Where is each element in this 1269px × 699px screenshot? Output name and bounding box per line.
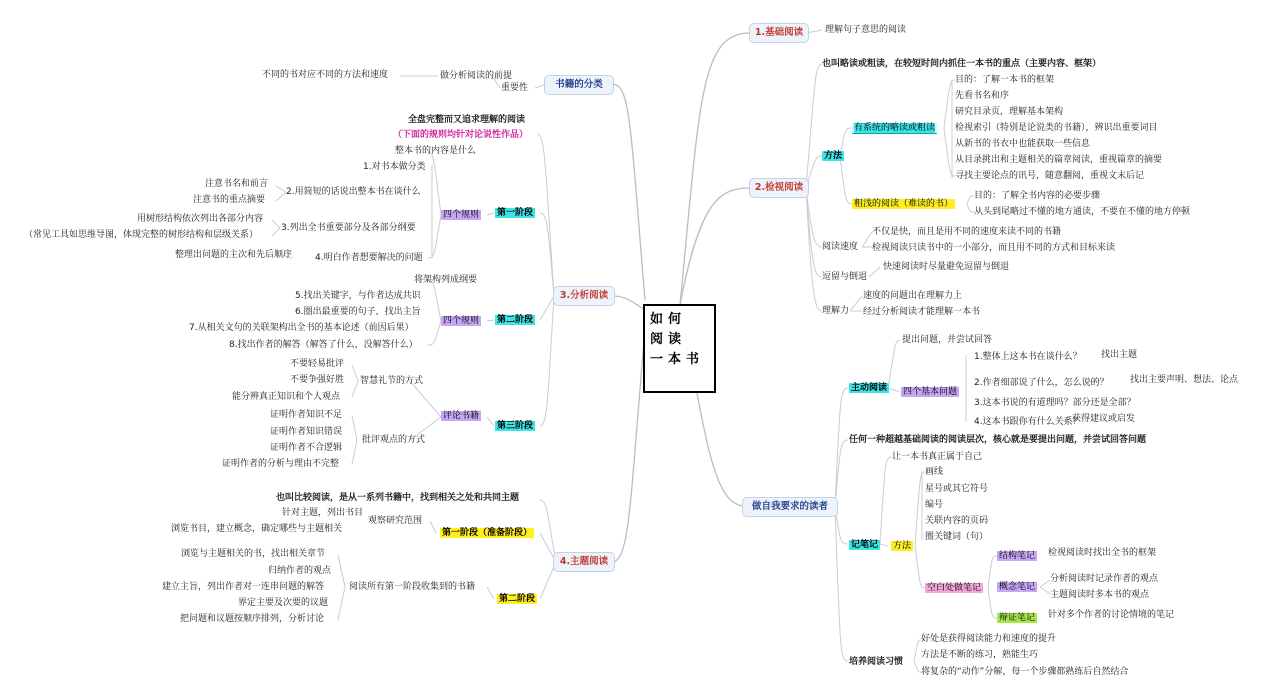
- sys-item-6: 从目录挑出和主题相关的篇章阅读，重视篇章的摘要: [955, 155, 1163, 165]
- demanding-notes[interactable]: 记笔记: [851, 540, 879, 550]
- branch-syntopical-reading[interactable]: 4.主题阅读: [553, 552, 615, 572]
- wisdom-item-1: 不要轻易批评: [290, 359, 345, 369]
- s2-step-3: 建立主旨，列出作者对一连串问题的解答: [162, 582, 325, 592]
- s2-item-8: 8.找出作者的解答（解答了什么，没解答什么）: [229, 340, 418, 350]
- branch-analytical-reading[interactable]: 3.分析阅读: [553, 286, 615, 306]
- notes-own: 让一本书真正属于自己: [892, 452, 983, 462]
- structure-notes-desc: 检视阅读时找出全书的框架: [1048, 548, 1157, 558]
- branch-book-classification[interactable]: 书籍的分类: [544, 75, 614, 95]
- s1-rule-4: 4.明白作者想要解决的问题: [315, 253, 423, 263]
- s2-step-1: 浏览与主题相关的书，找出相关章节: [181, 549, 326, 559]
- speed-item-1: 不仅是快，而且是用不同的速度来读不同的书籍: [872, 227, 1062, 237]
- method-item-3: 编号: [925, 500, 944, 510]
- sup-item-2: 从头到尾略过不懂的地方通读，不要在不懂的地方停顿: [974, 207, 1191, 217]
- wisdom-way: 智慧礼节的方式: [360, 376, 424, 386]
- central-line-1: 如何: [650, 312, 687, 327]
- demanding-habit: 培养阅读习惯: [849, 657, 904, 667]
- method-item-5: 圈关键词（句）: [925, 532, 989, 542]
- syntopic-stage-1[interactable]: 第一阶段（准备阶段）: [442, 528, 533, 538]
- s2-step-2: 归纳作者的观点: [268, 566, 332, 576]
- analytic-stage-2[interactable]: 第二阶段: [497, 315, 534, 325]
- question-3: 3.这本书说的有道理吗？部分还是全部？: [974, 398, 1136, 408]
- analytic-note: （下面的规则均针对论说性作品）: [393, 130, 529, 140]
- central-line-2: 阅读: [650, 332, 687, 347]
- critview-item-1: 证明作者知识不足: [270, 410, 343, 420]
- notes-blank-margin[interactable]: 空白处做笔记: [927, 583, 982, 593]
- analytic-stage-3[interactable]: 第三阶段: [497, 421, 534, 431]
- demanding-core: 任何一种超越基础阅读的阅读层次，核心就是要提出问题，并尝试回答问题: [849, 435, 1147, 445]
- analytic-intro: 全盘完整而又追求理解的阅读: [408, 115, 526, 125]
- s2-item-7: 7.从相关文句的关联架构出全书的基本论述（前因后果）: [189, 323, 414, 333]
- classify-reason: 做分析阅读的前提: [440, 71, 513, 81]
- question-2: 2.作者细部说了什么，怎么说的？: [974, 378, 1109, 388]
- inspect-method[interactable]: 方法: [824, 151, 843, 161]
- speed-item-2: 检视阅读只读书中的一小部分，而且用不同的方式和目标来读: [872, 243, 1116, 253]
- question-1: 1.整体上这本书在谈什么？: [974, 352, 1082, 362]
- s1-rule-1: 1.对书本做分类: [363, 162, 426, 172]
- habit-item-3: 将复杂的“动作”分解，每一个步骤都熟练后自然结合: [921, 667, 1129, 677]
- comp-item-1: 速度的问题出在理解力上: [863, 291, 963, 301]
- critview-item-4: 证明作者的分析与理由不完整: [222, 459, 340, 469]
- concept-notes-desc-1: 分析阅读时记录作者的观点: [1050, 574, 1159, 584]
- question-4: 4.这本书跟你有什么关系？: [974, 417, 1082, 427]
- critview-item-2: 证明作者知识错误: [270, 427, 343, 437]
- s1-rule-3a: 用树形结构依次列出各部分内容: [137, 214, 264, 224]
- sys-item-7: 寻找主要论点的讯号，随意翻阅，重视文末后记: [955, 171, 1145, 181]
- s2-item-5: 5.找出关键字，与作者达成共识: [295, 291, 421, 301]
- method-item-2: 星号或其它符号: [925, 484, 989, 494]
- active-four-questions[interactable]: 四个基本问题: [903, 387, 958, 397]
- method-item-1: 画线: [925, 467, 944, 477]
- branch-inspectional-reading[interactable]: 2.检视阅读: [749, 178, 809, 198]
- s1-rule-3: 3.列出全书重要部分及各部分纲要: [281, 223, 416, 233]
- critview-item-3: 证明作者不合逻辑: [270, 443, 343, 453]
- concept-notes-desc-2: 主题阅读时多本书的观点: [1050, 590, 1150, 600]
- wisdom-item-3: 能分辨真正知识和个人观点: [232, 392, 341, 402]
- sys-item-4: 检视索引（特别是论说类的书籍），辨识出重要词目: [955, 123, 1158, 133]
- demanding-active[interactable]: 主动阅读: [851, 383, 888, 393]
- s1-rule-3b: （常见工具如思维导图，体现完整的树形结构和层级关系）: [24, 230, 259, 240]
- sys-item-3: 研究目录页，理解基本架构: [955, 107, 1064, 117]
- s2-top: 将架构列成纲要: [414, 275, 478, 285]
- analytic-s1-rules[interactable]: 四个规则: [443, 210, 480, 220]
- s1-rule-2: 2.用简短的话说出整本书在谈什么: [286, 187, 421, 197]
- inspect-speed: 阅读速度: [822, 242, 859, 252]
- s1-rule-2b: 注意书的重点摘要: [193, 195, 266, 205]
- basic-desc: 理解句子意思的阅读: [825, 25, 907, 35]
- central-line-3: 一本书: [650, 352, 705, 367]
- branch-demanding-reader[interactable]: 做自我要求的读者: [742, 497, 838, 517]
- syntopic-readall: 阅读所有第一阶段收集到的书籍: [349, 582, 476, 592]
- question-4-answer: 获得建议或启发: [1072, 414, 1136, 424]
- s2-step-5: 把问题和议题按顺序排列，分析讨论: [180, 614, 325, 624]
- concept-notes[interactable]: 概念笔记: [999, 582, 1036, 592]
- s1-rule-4a: 整理出问题的主次和先后顺序: [175, 250, 293, 260]
- sys-item-2: 先看书名和序: [955, 91, 1010, 101]
- inspect-systematic[interactable]: 有系统的略读或粗读: [854, 123, 936, 133]
- regress-item: 快速阅读时尽量避免逗留与倒退: [883, 262, 1010, 272]
- s1-rule-2a: 注意书名和前言: [205, 179, 269, 189]
- analytic-stage-1[interactable]: 第一阶段: [497, 208, 534, 218]
- habit-item-1: 好处是获得阅读能力和速度的提升: [921, 634, 1057, 644]
- syntopic-stage-2[interactable]: 第二阶段: [499, 594, 536, 604]
- central-topic: [643, 304, 716, 393]
- obs-item-1: 针对主题，列出书目: [282, 508, 364, 518]
- analytic-critique[interactable]: 评论书籍: [443, 411, 480, 421]
- inspect-regress: 逗留与倒退: [822, 272, 868, 282]
- structure-notes[interactable]: 结构笔记: [999, 551, 1036, 561]
- s1-top: 整本书的内容是什么: [395, 146, 477, 156]
- sys-item-5: 从新书的书衣中也能获取一些信息: [955, 139, 1091, 149]
- branch-basic-reading[interactable]: 1.基础阅读: [749, 23, 809, 43]
- question-2-answer: 找出主要声明、想法、论点: [1130, 375, 1239, 385]
- habit-item-2: 方法是不断的练习，熟能生巧: [921, 650, 1039, 660]
- notes-method[interactable]: 方法: [893, 541, 912, 551]
- active-ask: 提出问题，并尝试回答: [902, 335, 993, 345]
- s2-step-4: 界定主要及次要的议题: [238, 598, 329, 608]
- inspect-superficial[interactable]: 粗浅的阅读（难读的书）: [854, 199, 954, 209]
- sys-item-1: 目的：了解一本书的框架: [955, 75, 1055, 85]
- dialectical-notes[interactable]: 辩证笔记: [999, 613, 1036, 623]
- inspect-comprehension: 理解力: [822, 306, 850, 316]
- classify-detail: 不同的书对应不同的方法和速度: [262, 70, 389, 80]
- syntopic-observe: 观察研究范围: [368, 516, 423, 526]
- wisdom-item-2: 不要争强好胜: [290, 375, 345, 385]
- method-item-4: 关联内容的页码: [925, 516, 989, 526]
- syntopic-desc: 也叫比较阅读，是从一系列书籍中，找到相关之处和共同主题: [276, 493, 520, 503]
- dialectical-notes-desc: 针对多个作者的讨论情境的笔记: [1048, 610, 1175, 620]
- question-1-answer: 找出主题: [1101, 350, 1138, 360]
- s2-item-6: 6.圈出最重要的句子，找出主旨: [295, 307, 421, 317]
- analytic-s2-rules[interactable]: 四个规则: [443, 316, 480, 326]
- obs-item-2: 浏览书目，建立概念，确定哪些与主题相关: [171, 524, 343, 534]
- sup-item-1: 目的：了解全书内容的必要步骤: [974, 191, 1101, 201]
- inspect-desc: 也叫略读或粗读，在较短时间内抓住一本书的重点（主要内容、框架）: [822, 59, 1102, 69]
- classify-importance: 重要性: [501, 83, 529, 93]
- critview-way: 批评观点的方式: [362, 435, 426, 445]
- comp-item-2: 经过分析阅读才能理解一本书: [863, 307, 981, 317]
